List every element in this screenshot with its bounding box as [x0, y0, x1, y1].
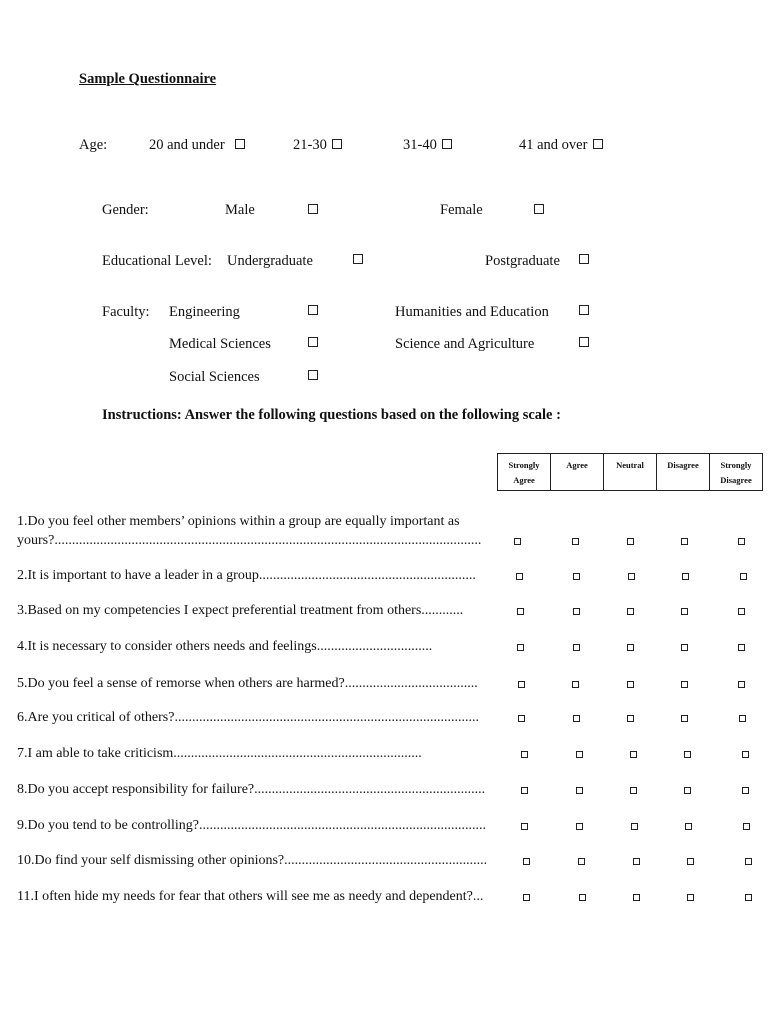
- age-21-30-checkbox[interactable]: [332, 139, 342, 149]
- question-5: 5.Do you feel a sense of remorse when others are harmed?......................................: [17, 676, 478, 691]
- scale-label: Neutral: [616, 460, 644, 470]
- age-41-over-checkbox[interactable]: [593, 139, 603, 149]
- question-2-answer-checkbox-3[interactable]: [628, 573, 635, 580]
- question-3-answer-checkbox-2[interactable]: [573, 608, 580, 615]
- question-4-answer-checkbox-5[interactable]: [738, 644, 745, 651]
- question-5-answer-checkbox-2[interactable]: [572, 681, 579, 688]
- question-11-answer-checkbox-1[interactable]: [523, 894, 530, 901]
- faculty-science-agriculture-checkbox[interactable]: [579, 337, 589, 347]
- scale-header-table: [497, 453, 763, 491]
- question-2-answer-checkbox-1[interactable]: [516, 573, 523, 580]
- question-6: 6.Are you critical of others?.......................................................................................: [17, 710, 479, 725]
- faculty-option-label: Social Sciences: [169, 369, 260, 385]
- question-1-answer-checkbox-3[interactable]: [627, 538, 634, 545]
- question-8-answer-checkbox-4[interactable]: [684, 787, 691, 794]
- age-option-label: 21-30: [293, 137, 327, 153]
- question-9-answer-checkbox-2[interactable]: [576, 823, 583, 830]
- question-6-answer-checkbox-4[interactable]: [681, 715, 688, 722]
- question-3: 3.Based on my competencies I expect preferential treatment from others............: [17, 603, 464, 618]
- question-3-answer-checkbox-3[interactable]: [627, 608, 634, 615]
- scale-label: Agree: [513, 475, 535, 485]
- question-2: 2.It is important to have a leader in a group..............................................................: [17, 568, 476, 583]
- gender-label: Gender:: [102, 202, 149, 218]
- age-20-under-checkbox[interactable]: [235, 139, 245, 149]
- age-label: Age:: [79, 137, 108, 153]
- question-10-answer-checkbox-5[interactable]: [745, 858, 752, 865]
- scale-header-cell: [710, 454, 763, 491]
- scale-header-cell: [604, 454, 657, 491]
- question-4-answer-checkbox-3[interactable]: [627, 644, 634, 651]
- education-option-label: Undergraduate: [227, 253, 313, 269]
- question-10-answer-checkbox-3[interactable]: [633, 858, 640, 865]
- question-4-answer-checkbox-4[interactable]: [681, 644, 688, 651]
- question-1-answer-checkbox-4[interactable]: [681, 538, 688, 545]
- faculty-label: Faculty:: [102, 304, 150, 320]
- question-1-answer-checkbox-2[interactable]: [572, 538, 579, 545]
- question-1-answer-checkbox-1[interactable]: [514, 538, 521, 545]
- question-10: 10.Do find your self dismissing other opinions?..........................................................: [17, 853, 488, 868]
- instructions: Instructions: Answer the following questions based on the following scale :: [102, 407, 561, 423]
- age-option-label: 41 and over: [519, 137, 588, 153]
- question-8-answer-checkbox-2[interactable]: [576, 787, 583, 794]
- question-6-answer-checkbox-1[interactable]: [518, 715, 525, 722]
- question-5-answer-checkbox-4[interactable]: [681, 681, 688, 688]
- question-9: 9.Do you tend to be controlling?..................................................................................: [17, 818, 486, 833]
- question-5-answer-checkbox-3[interactable]: [627, 681, 634, 688]
- scale-label: Disagree: [667, 460, 699, 470]
- question-7-answer-checkbox-2[interactable]: [576, 751, 583, 758]
- faculty-option-label: Engineering: [169, 304, 240, 320]
- question-7-answer-checkbox-5[interactable]: [742, 751, 749, 758]
- faculty-option-label: Science and Agriculture: [395, 336, 535, 352]
- faculty-medical-checkbox[interactable]: [308, 337, 318, 347]
- question-10-answer-checkbox-1[interactable]: [523, 858, 530, 865]
- question-10-answer-checkbox-2[interactable]: [578, 858, 585, 865]
- gender-option-label: Male: [225, 202, 255, 218]
- question-4-answer-checkbox-1[interactable]: [517, 644, 524, 651]
- question-1-line1: 1.Do you feel other members’ opinions within a group are equally important as: [17, 514, 460, 529]
- scale-header-cell: [498, 454, 551, 491]
- faculty-humanities-checkbox[interactable]: [579, 305, 589, 315]
- question-2-answer-checkbox-2[interactable]: [573, 573, 580, 580]
- gender-male-checkbox[interactable]: [308, 204, 318, 214]
- question-6-answer-checkbox-3[interactable]: [627, 715, 634, 722]
- scale-header-cell: [551, 454, 604, 491]
- question-3-answer-checkbox-5[interactable]: [738, 608, 745, 615]
- faculty-option-label: Humanities and Education: [395, 304, 549, 320]
- scale-label: Agree: [566, 460, 588, 470]
- education-option-label: Postgraduate: [485, 253, 560, 269]
- question-9-answer-checkbox-4[interactable]: [685, 823, 692, 830]
- question-11-answer-checkbox-3[interactable]: [633, 894, 640, 901]
- question-2-answer-checkbox-4[interactable]: [682, 573, 689, 580]
- question-9-answer-checkbox-5[interactable]: [743, 823, 750, 830]
- question-7-answer-checkbox-4[interactable]: [684, 751, 691, 758]
- question-7-answer-checkbox-3[interactable]: [630, 751, 637, 758]
- education-postgraduate-checkbox[interactable]: [579, 254, 589, 264]
- scale-header-cell: [657, 454, 710, 491]
- question-8-answer-checkbox-5[interactable]: [742, 787, 749, 794]
- question-8-answer-checkbox-3[interactable]: [630, 787, 637, 794]
- question-11-answer-checkbox-5[interactable]: [745, 894, 752, 901]
- question-5-answer-checkbox-1[interactable]: [518, 681, 525, 688]
- question-1-answer-checkbox-5[interactable]: [738, 538, 745, 545]
- education-undergraduate-checkbox[interactable]: [353, 254, 363, 264]
- faculty-option-label: Medical Sciences: [169, 336, 271, 352]
- question-2-answer-checkbox-5[interactable]: [740, 573, 747, 580]
- question-11-answer-checkbox-4[interactable]: [687, 894, 694, 901]
- faculty-social-sciences-checkbox[interactable]: [308, 370, 318, 380]
- question-3-answer-checkbox-4[interactable]: [681, 608, 688, 615]
- question-1-line2: yours?..........................................................................................................................: [17, 533, 482, 548]
- question-4: 4.It is necessary to consider others needs and feelings.................................: [17, 639, 433, 654]
- question-3-answer-checkbox-1[interactable]: [517, 608, 524, 615]
- question-10-answer-checkbox-4[interactable]: [687, 858, 694, 865]
- education-label: Educational Level:: [102, 253, 212, 269]
- gender-female-checkbox[interactable]: [534, 204, 544, 214]
- question-6-answer-checkbox-5[interactable]: [739, 715, 746, 722]
- question-7: 7.I am able to take criticism.......................................................................: [17, 746, 422, 761]
- question-11: 11.I often hide my needs for fear that others will see me as needy and dependent?...: [17, 889, 484, 904]
- scale-label: Strongly: [720, 460, 752, 470]
- question-9-answer-checkbox-1[interactable]: [521, 823, 528, 830]
- age-option-label: 20 and under: [149, 137, 225, 153]
- scale-label: Strongly: [508, 460, 540, 470]
- question-11-answer-checkbox-2[interactable]: [579, 894, 586, 901]
- question-7-answer-checkbox-1[interactable]: [521, 751, 528, 758]
- age-31-40-checkbox[interactable]: [442, 139, 452, 149]
- question-5-answer-checkbox-5[interactable]: [738, 681, 745, 688]
- question-8-answer-checkbox-1[interactable]: [521, 787, 528, 794]
- question-8: 8.Do you accept responsibility for failure?..................................................................: [17, 782, 486, 797]
- age-option-label: 31-40: [403, 137, 437, 153]
- gender-option-label: Female: [440, 202, 483, 218]
- question-4-answer-checkbox-2[interactable]: [573, 644, 580, 651]
- question-9-answer-checkbox-3[interactable]: [631, 823, 638, 830]
- question-6-answer-checkbox-2[interactable]: [573, 715, 580, 722]
- scale-label: Disagree: [720, 475, 752, 485]
- page-title: Sample Questionnaire: [79, 71, 217, 87]
- faculty-engineering-checkbox[interactable]: [308, 305, 318, 315]
